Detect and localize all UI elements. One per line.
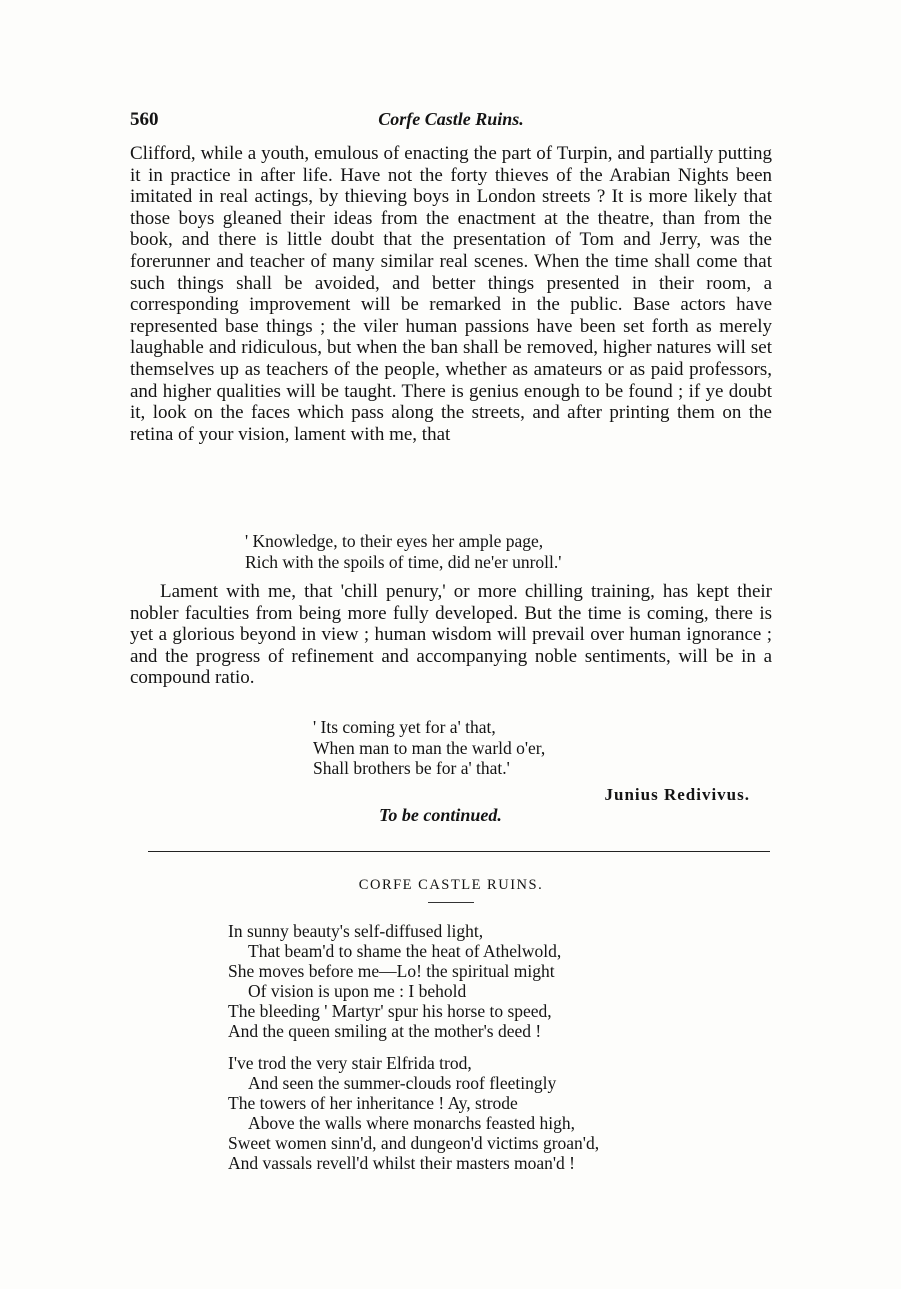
poem-line: Above the walls where monarchs feasted high, xyxy=(248,1113,576,1133)
quote-line: Rich with the spoils of time, did ne'er unroll.' xyxy=(245,551,562,572)
quotation-knowledge xyxy=(245,531,561,572)
poem-line: Sweet women sinn'd, and dungeon'd victims groan'd, xyxy=(228,1133,600,1153)
poem-stanza-1 xyxy=(228,921,561,1041)
poem-line: And seen the summer-clouds roof fleetingly xyxy=(248,1073,557,1093)
prose-paragraph-1: Clifford, while a youth, emulous of enacting the part of Turpin, and partially putting it in practice in after life. Have not the forty thieves of the Arabian Nights been imitated in real actings, by thieving boys in London streets ? It is more likely that those boys gleaned their ideas from the enactment at the theatre, than from the book, and there is little doubt that the presentation of Tom and Jerry, was the forerunner and teacher of many similar real scenes. When the time shall come that such things shall be avoided, and better things presented in their room, a corresponding improvement will be remarked in the public. Base actors have represented base things ; the viler human passions have been set forth as merely laughable and ridiculous, but when the ban shall be removed, higher natures will set themselves up as teachers of the people, whether as amateurs or as paid professors, and higher qualities will be taught. There is genius enough to be found ; if ye doubt it, look on the faces which pass along the streets, and after printing them on the retina of your vision, lament with me, that xyxy=(130,143,772,445)
poem-line: She moves before me—Lo! the spiritual might xyxy=(228,961,555,981)
page-number: 560 xyxy=(130,109,159,130)
author-signature: Junius Redivivus. xyxy=(604,785,750,804)
poem-line: The towers of her inheritance ! Ay, strode xyxy=(228,1093,518,1113)
quote-line: ' Its coming yet for a' that, xyxy=(313,717,496,737)
poem-line: In sunny beauty's self-diffused light, xyxy=(228,921,484,941)
poem-line: I've trod the very stair Elfrida trod, xyxy=(228,1053,472,1073)
poem-line: That beam'd to shame the heat of Athelwold, xyxy=(248,941,562,961)
quotation-burns xyxy=(313,717,545,779)
poem-stanza-2 xyxy=(228,1053,599,1173)
poem-line: And vassals revell'd whilst their masters moan'd ! xyxy=(228,1153,576,1173)
running-title: Corfe Castle Ruins. xyxy=(378,109,524,129)
poem-line: And the queen smiling at the mother's deed ! xyxy=(228,1021,542,1041)
quote-line: ' Knowledge, to their eyes her ample page, xyxy=(245,531,544,551)
page-header xyxy=(130,109,772,135)
quote-line: When man to man the warld o'er, xyxy=(313,737,546,758)
continued-note: To be continued. xyxy=(379,805,502,825)
prose-paragraph-2: Lament with me, that 'chill penury,' or more chilling training, has kept their nobler faculties from being more fully developed. But the time is coming, there is yet a glorious beyond in view ; human wisdom will prevail over human ignorance ; and the progress of refinement and accompanying noble sentiments, will be in a compound ratio. xyxy=(130,581,772,689)
title-underline xyxy=(428,902,474,903)
poem-title: CORFE CASTLE RUINS. xyxy=(358,877,544,893)
quote-line: Shall brothers be for a' that.' xyxy=(313,758,510,778)
poem-line: Of vision is upon me : I behold xyxy=(248,981,467,1001)
poem-line: The bleeding ' Martyr' spur his horse to speed, xyxy=(228,1001,552,1021)
section-divider xyxy=(148,851,770,852)
